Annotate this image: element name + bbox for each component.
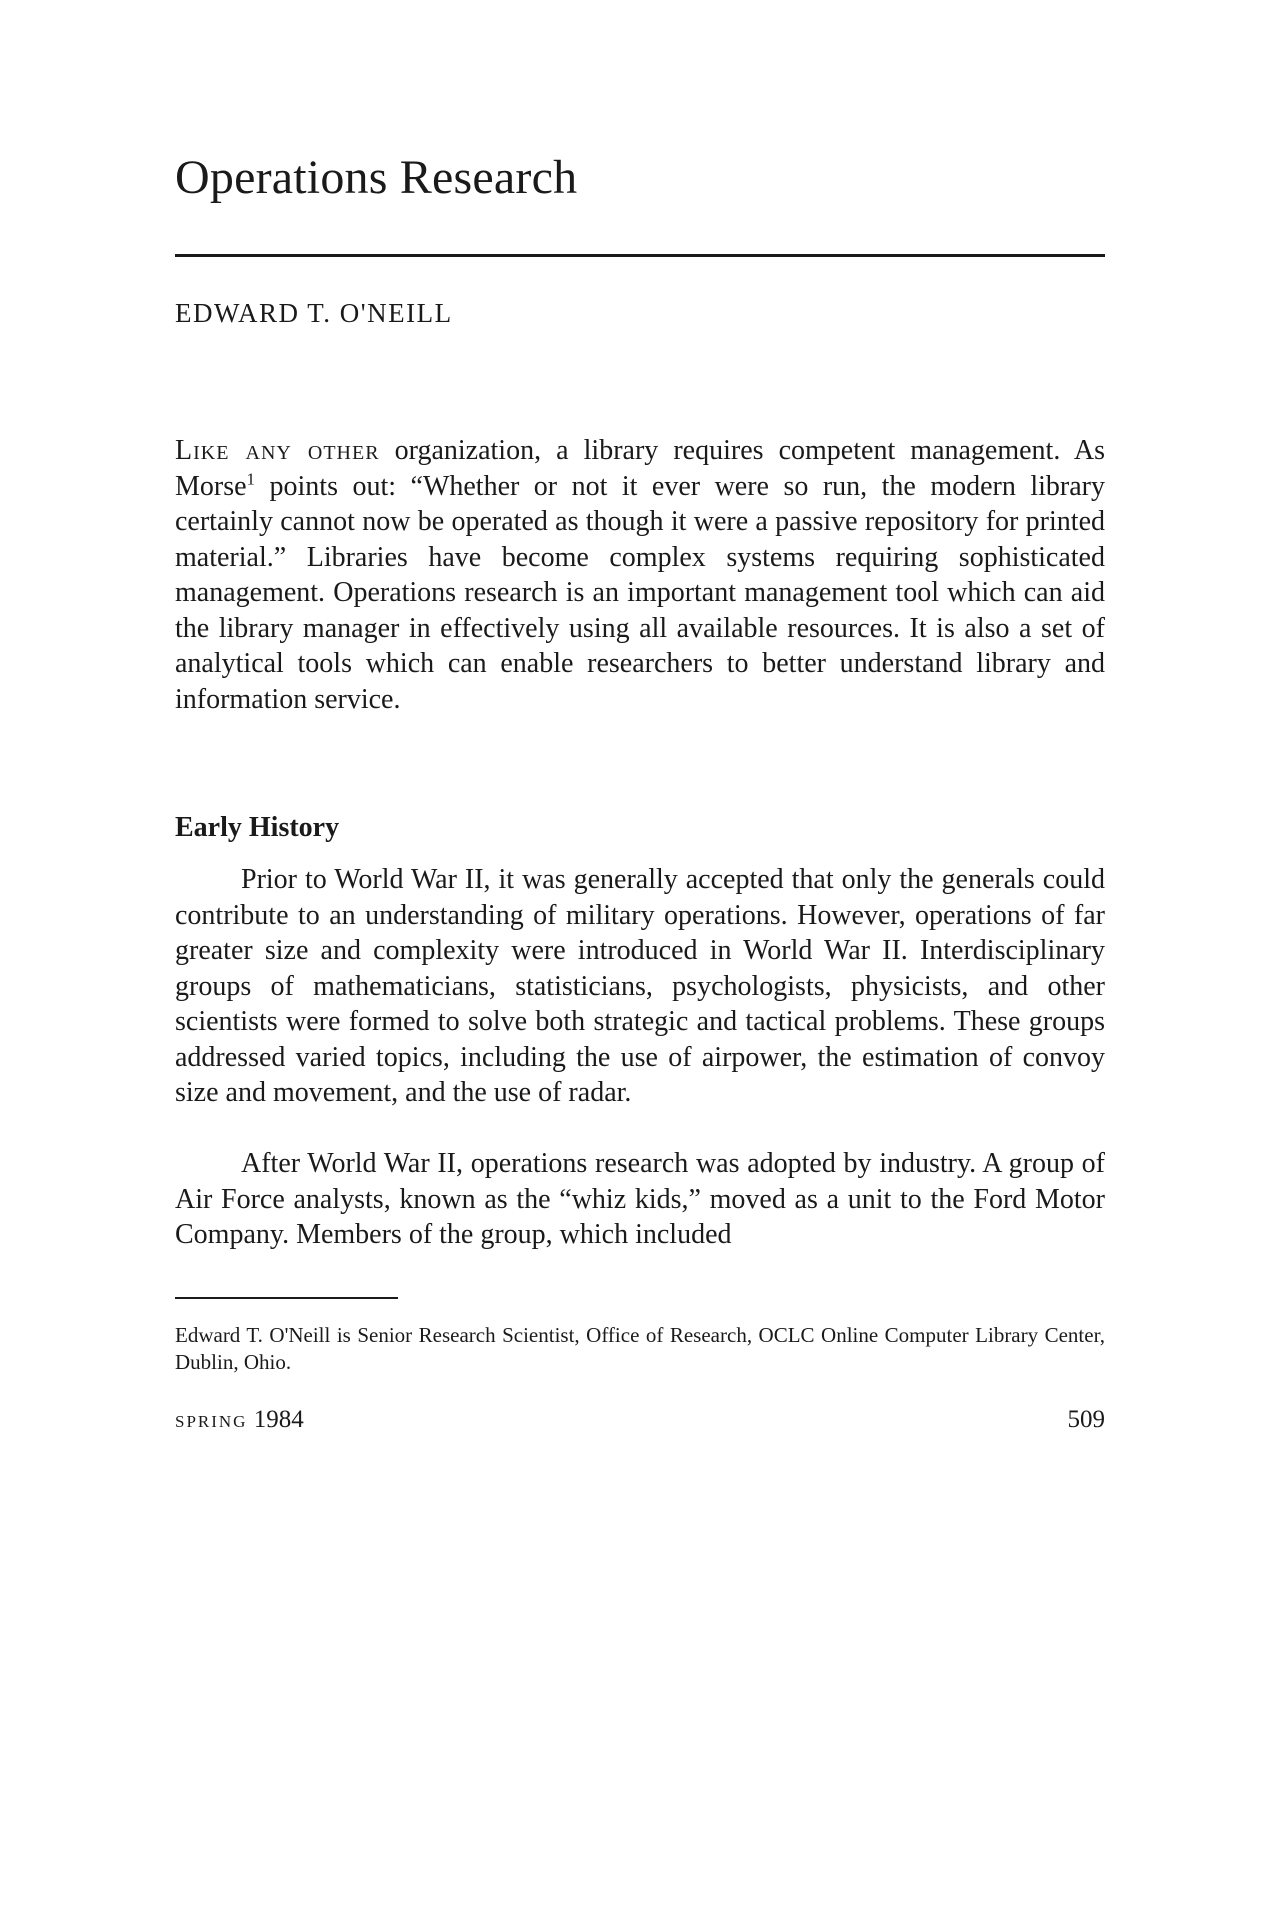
issue-season: spring (175, 1407, 248, 1433)
page-number: 509 (1067, 1406, 1105, 1433)
author-footnote: Edward T. O'Neill is Senior Research Scientist, Office of Research, OCLC Online Computer Library Center, Dublin, Ohio. (175, 1323, 1105, 1374)
history-paragraph-2: After World War II, operations research was adopted by industry. A group of Air Force analysts, known as the “whiz kids,” moved as a unit to the Ford Motor Company. Members of the group, which included (175, 1148, 1105, 1250)
intro-text-1: organization, a library requires competent management. As Morse (175, 435, 1105, 502)
footnote-reference: 1 (246, 469, 256, 489)
footnote-rule (175, 1297, 398, 1299)
section-heading (175, 812, 339, 844)
author-name: EDWARD T. O'NEILL (175, 298, 453, 328)
history-paragraph-1: Prior to World War II, it was generally accepted that only the generals could contribute to an understanding of military operations. However, operations of far greater size and complexity were introduced in World War II. Interdisciplinary groups of mathematicians, statisticians, psychologists, physicists, and other scientists were formed to solve both strategic and tactical problems. These groups addressed varied topics, including the use of airpower, the estimation of convoy size and movement, and the use of radar. (175, 864, 1105, 1108)
issue-year: 1984 (253, 1406, 304, 1433)
issue-date (175, 1406, 304, 1434)
section-heading-bold: Early History (175, 812, 340, 843)
title-rule (175, 254, 1105, 257)
intro-lead-smallcaps: Like any other (175, 435, 380, 466)
journal-page (175, 0, 1105, 1920)
intro-paragraph (175, 433, 1105, 717)
intro-text-2: points out: “Whether or not it ever were so run, the modern library certainly cannot now be operated as though it were a passive repository for printed material.” Libraries have become complex systems requiring sophisticated management. Operations research is an important management tool which can aid the library manager in effectively using all available resources. It is also a set of analytical tools which can enable researchers to better understand library and information service. (175, 470, 1105, 715)
article-title: Operations Research (175, 151, 578, 204)
